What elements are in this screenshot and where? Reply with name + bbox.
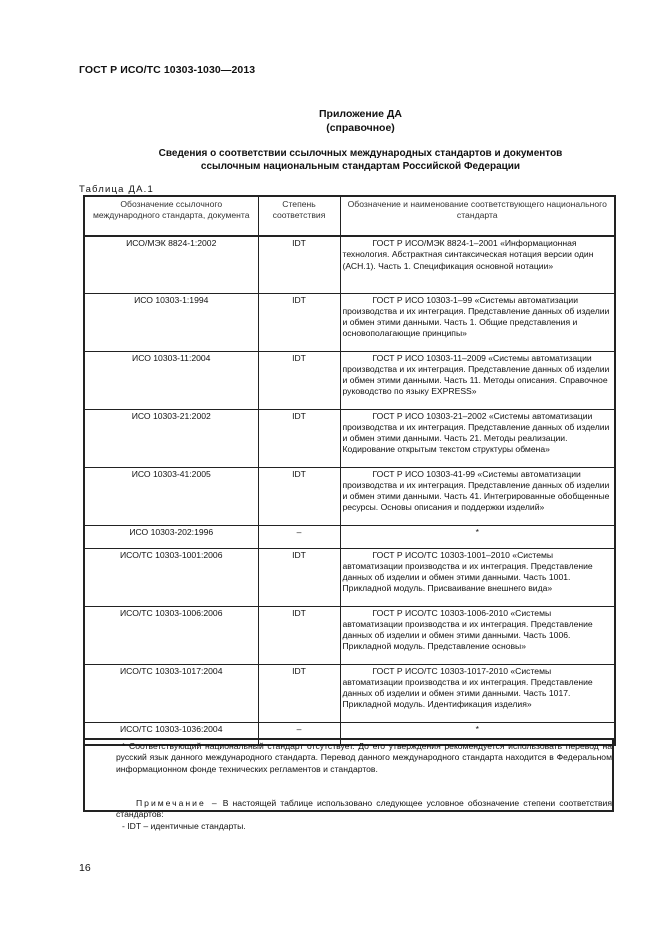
cell-reference: ИСО/ТС 10303-1036:2004 bbox=[84, 722, 258, 745]
cell-degree: IDT bbox=[258, 548, 340, 606]
appendix-subtitle: (справочное) bbox=[326, 122, 395, 134]
national-standard-text: ГОСТ Р ИСО/МЭК 8824-1–2001 «Информационная технология. Абстрактная синтаксическая нотация версии один (АСН.1). Часть 1. Спецификация основной нотации» bbox=[342, 238, 594, 271]
cell-reference: ИСО 10303-21:2002 bbox=[84, 409, 258, 467]
cell-national bbox=[340, 409, 615, 467]
cell-reference: ИСО/ТС 10303-1001:2006 bbox=[84, 548, 258, 606]
cell-reference: ИСО 10303-202:1996 bbox=[84, 525, 258, 548]
correspondence-table bbox=[83, 195, 616, 746]
table-row bbox=[84, 351, 615, 409]
table-row bbox=[84, 548, 615, 606]
cell-degree: IDT bbox=[258, 606, 340, 664]
section-title-line2: ссылочным национальным стандартам Российской Федерации bbox=[200, 161, 521, 172]
cell-reference: ИСО/ТС 10303-1006:2006 bbox=[84, 606, 258, 664]
cell-national bbox=[340, 664, 615, 722]
national-standard-text: ГОСТ Р ИСО/ТС 10303-1001–2010 «Системы автоматизации производства и их интеграция. Представление данных об изделии и обмен этими данными. Часть 1001. Прикладной модуль. Присваивание внешнего вида» bbox=[342, 549, 593, 594]
national-standard-text: ГОСТ Р ИСО 10303-41-99 «Системы автоматизации производства и их интеграция. Представление данных об изделии и обмен этими данными. Часть 41. Интегрированные обобщенные ресурсы. Основы описания и поддержки изделий» bbox=[342, 468, 610, 513]
section-title-line1: Сведения о соответствии ссылочных международных стандартов и документов bbox=[158, 148, 563, 159]
cell-degree: IDT bbox=[258, 664, 340, 722]
note-label: Примечание – bbox=[136, 798, 219, 808]
table-row bbox=[84, 664, 615, 722]
cell-reference: ИСО/ТС 10303-1017:2004 bbox=[84, 664, 258, 722]
section-title bbox=[0, 147, 661, 173]
table-row bbox=[84, 467, 615, 525]
cell-degree: – bbox=[258, 525, 340, 548]
cell-reference: ИСО 10303-1:1994 bbox=[84, 293, 258, 351]
national-standard-text: ГОСТ Р ИСО 10303-21–2002 «Системы автоматизации производства и их интеграция. Представление данных об изделии и обмен этими данными. Часть 21. Методы реализации. Кодирование открытым текстом структуры обмена» bbox=[342, 410, 610, 455]
cell-national bbox=[340, 293, 615, 351]
cell-degree: – bbox=[258, 722, 340, 745]
national-standard-text: * bbox=[475, 526, 479, 537]
header-reference: Обозначение ссылочного международного стандарта, документа bbox=[84, 196, 258, 236]
table-row bbox=[84, 293, 615, 351]
cell-national bbox=[340, 548, 615, 606]
cell-national bbox=[340, 606, 615, 664]
appendix-title: Приложение ДА bbox=[319, 108, 402, 120]
cell-reference: ИСО 10303-11:2004 bbox=[84, 351, 258, 409]
table-row bbox=[84, 606, 615, 664]
cell-degree: IDT bbox=[258, 236, 340, 293]
table-header-row bbox=[84, 196, 615, 236]
note bbox=[116, 798, 612, 832]
table-body bbox=[84, 236, 615, 745]
cell-national bbox=[340, 525, 615, 548]
table-row bbox=[84, 525, 615, 548]
cell-national bbox=[340, 467, 615, 525]
cell-national bbox=[340, 236, 615, 293]
table-row bbox=[84, 409, 615, 467]
note-text: В настоящей таблице использовано следующее условное обозначение степени соответствия стандартов: bbox=[116, 798, 612, 820]
page-number: 16 bbox=[79, 862, 91, 874]
cell-degree: IDT bbox=[258, 467, 340, 525]
national-standard-text: ГОСТ Р ИСО 10303-1–99 «Системы автоматизации производства и их интеграция. Представление данных об изделии и обмен этими данными. Часть 1. Общие представления и основополагающие принципы» bbox=[342, 294, 610, 339]
table-row bbox=[84, 236, 615, 293]
cell-reference: ИСО/МЭК 8824-1:2002 bbox=[84, 236, 258, 293]
table-label: Таблица ДА.1 bbox=[79, 184, 154, 195]
appendix-heading bbox=[0, 107, 661, 135]
national-standard-text: * bbox=[475, 723, 479, 734]
cell-national bbox=[340, 351, 615, 409]
national-standard-text: ГОСТ Р ИСО 10303-11–2009 «Системы автоматизации производства и их интеграция. Представление данных об изделии и обмен этими данными. Часть 11. Методы описания. Справочное руководство по языку EXPRESS» bbox=[342, 352, 610, 397]
header-national: Обозначение и наименование соответствующего национального стандарта bbox=[340, 196, 615, 236]
header-degree: Степень соответствия bbox=[258, 196, 340, 236]
national-standard-text: ГОСТ Р ИСО/ТС 10303-1017-2010 «Системы автоматизации производства и их интеграция. Представление данных об изделии и обмен этими данными. Часть 1017. Прикладной модуль. Идентификация изделия» bbox=[342, 665, 593, 710]
footnote: * Соответствующий национальный стандарт отсутствует. До его утверждения рекомендуется использовать перевод на русский язык данного международного стандарта. Перевод данного международного стандарта находится в Федеральном информационном фонде технических регламентов и стандартов. bbox=[116, 741, 612, 774]
cell-degree: IDT bbox=[258, 409, 340, 467]
cell-degree: IDT bbox=[258, 293, 340, 351]
cell-reference: ИСО 10303-41:2005 bbox=[84, 467, 258, 525]
cell-degree: IDT bbox=[258, 351, 340, 409]
document-header: ГОСТ Р ИСО/ТС 10303-1030—2013 bbox=[79, 64, 256, 76]
note-item: - IDT – идентичные стандарты. bbox=[122, 820, 246, 831]
national-standard-text: ГОСТ Р ИСО/ТС 10303-1006-2010 «Системы автоматизации производства и их интеграция. Представление данных об изделии и обмен этими данными. Часть 1006. Прикладной модуль. Представление основы» bbox=[342, 607, 593, 652]
